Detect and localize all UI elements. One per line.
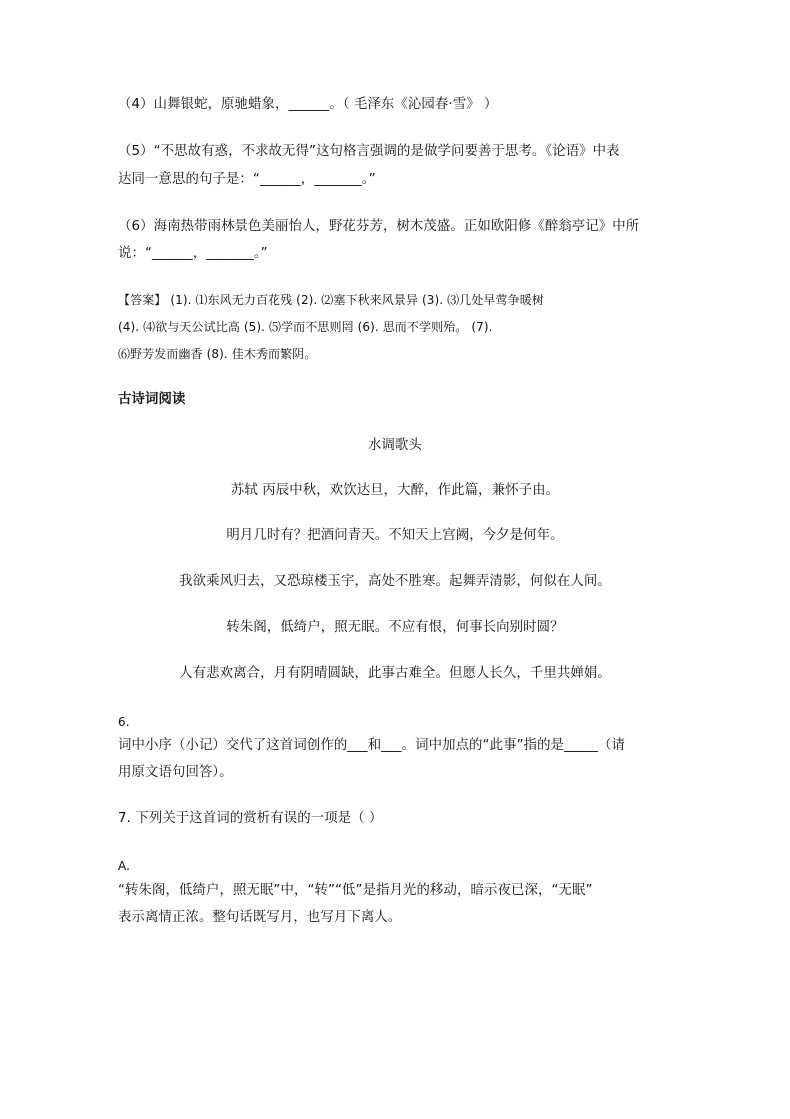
question-4: （4）山舞银蛇，原驰蜡象，______。（ 毛泽东《沁园春·雪》 ） bbox=[118, 97, 498, 112]
poem-line-4: 人有悲欢离合，月有阴晴圆缺，此事古难全。但愿人长久，千里共婵娟。 bbox=[179, 666, 611, 681]
answer-line-2: (4). ⑷欲与天公试比高 (5). ⑸学而不思则罔 (6). 思而不学则殆。 (7). bbox=[118, 320, 493, 334]
poem-line-2: 我欲乘风归去，又恐琼楼玉宇，高处不胜寒。起舞弄清影，何似在人间。 bbox=[179, 574, 611, 589]
section-title: 古诗词阅读 bbox=[118, 392, 186, 407]
question-7: 7. 下列关于这首词的赏析有误的一项是（ ） bbox=[118, 811, 383, 826]
question-5-line-1: （5）“不思故有惑，不求故无得”这句格言强调的是做学问要善于思考。《论语》中表 bbox=[118, 144, 620, 159]
option-a-text-line-1: “转朱阁，低绮户，照无眠”中，“转”“低”是指月光的移动，暗示夜已深，“无眠” bbox=[118, 883, 593, 898]
poem-title: 水调歌头 bbox=[368, 438, 422, 453]
question-6-number: 6. bbox=[118, 715, 130, 729]
question-6-line-2: 说：“______，_______。” bbox=[118, 246, 268, 261]
answer-line-1: 【答案】 (1). ⑴东风无力百花残 (2). ⑵塞下秋来风景异 (3). ⑶几处早莺争暖树 bbox=[118, 293, 544, 307]
question-6-text-line-2: 用原文语句回答）。 bbox=[118, 765, 233, 780]
answer-line-3: ⑹野芳发而幽香 (8). 佳木秀而繁阴。 bbox=[118, 347, 317, 361]
poem-line-3: 转朱阁，低绮户，照无眠。不应有恨，何事长向别时圆？ bbox=[226, 620, 564, 635]
question-6-text-line-1: 词中小序（小记）交代了这首词创作的___和___。词中加点的“此事”指的是_____（请 bbox=[118, 738, 626, 753]
question-6-line-1: （6）海南热带雨林景色美丽怡人，野花芬芳，树木茂盛。正如欧阳修《醉翁亭记》中所 bbox=[118, 219, 640, 234]
poem-preface: 苏轼 丙辰中秋，欢饮达旦，大醉，作此篇，兼怀子由。 bbox=[230, 483, 560, 498]
question-5-line-2: 达同一意思的句子是：“______，_______。” bbox=[118, 172, 376, 187]
option-a-text-line-2: 表示离情正浓。整句话既写月，也写月下离人。 bbox=[118, 910, 402, 925]
poem-line-1: 明月几时有？把酒问青天。不知天上宫阙，今夕是何年。 bbox=[226, 528, 564, 543]
option-a-label: A. bbox=[118, 859, 131, 873]
